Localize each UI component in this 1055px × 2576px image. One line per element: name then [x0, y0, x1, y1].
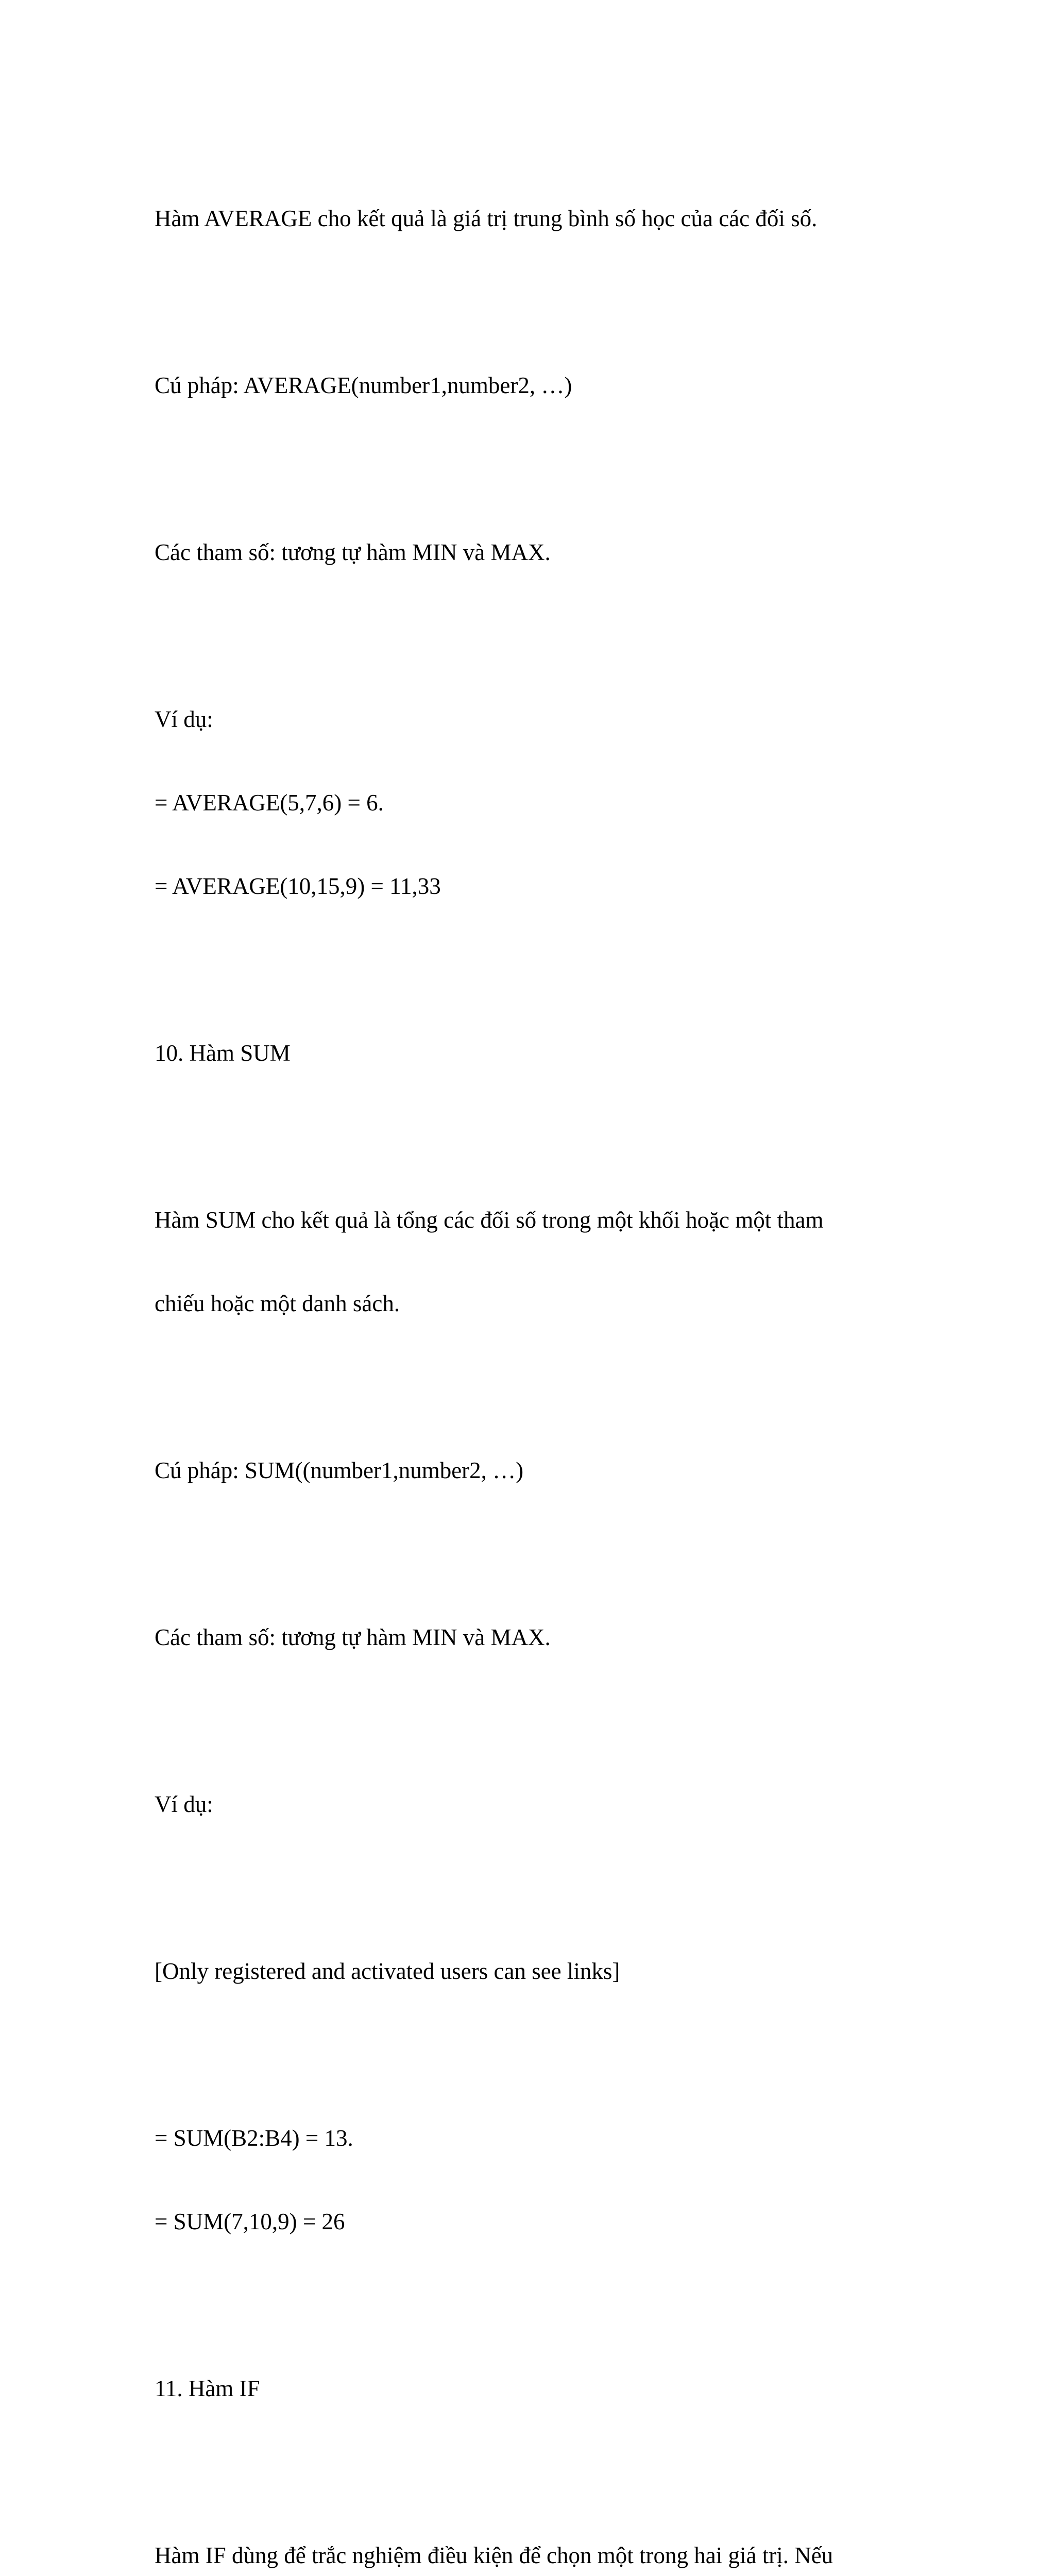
text-line: = SUM(7,10,9) = 26	[155, 2209, 345, 2234]
text-line: Hàm AVERAGE cho kết quả là giá trị trung bình số học của các đối số.	[155, 206, 818, 231]
text-line: 11. Hàm IF	[155, 2376, 260, 2401]
sum-parameters	[155, 1568, 907, 1707]
text-line: [Only registered and activated users can see links]	[155, 1958, 620, 1984]
text-line: Hàm SUM cho kết quả là tổng các đối số trong một khối hoặc một tham	[155, 1207, 824, 1233]
text-line: chiếu hoặc một danh sách.	[155, 1291, 400, 1316]
text-line: Hàm IF dùng để trắc nghiệm điều kiện để chọn một trong hai giá trị. Nếu	[155, 2543, 833, 2568]
average-parameters	[155, 483, 907, 622]
average-description	[155, 149, 907, 288]
restricted-link-notice	[155, 1902, 907, 2041]
text-line: = AVERAGE(5,7,6) = 6.	[155, 790, 384, 816]
text-line: Các tham số: tương tự hàm MIN và MAX.	[155, 539, 551, 565]
text-line: = SUM(B2:B4) = 13.	[155, 2125, 353, 2151]
if-description	[155, 2486, 907, 2576]
sum-example-label	[155, 1735, 907, 1874]
text-line: = AVERAGE(10,15,9) = 11,33	[155, 873, 441, 899]
text-line: Ví dụ:	[155, 1791, 213, 1817]
sum-description	[155, 1150, 907, 1373]
sum-heading	[155, 984, 907, 1123]
sum-examples	[155, 2069, 907, 2291]
text-line: Các tham số: tương tự hàm MIN và MAX.	[155, 1624, 551, 1650]
text-line: 10. Hàm SUM	[155, 1040, 291, 1066]
text-line: Cú pháp: AVERAGE(number1,number2, …)	[155, 372, 572, 398]
document-page	[155, 149, 907, 2576]
average-examples	[155, 650, 907, 956]
if-heading	[155, 2319, 907, 2458]
sum-syntax	[155, 1401, 907, 1540]
text-line: Cú pháp: SUM((number1,number2, …)	[155, 1458, 524, 1483]
text-line: Ví dụ:	[155, 706, 213, 732]
average-syntax	[155, 316, 907, 455]
